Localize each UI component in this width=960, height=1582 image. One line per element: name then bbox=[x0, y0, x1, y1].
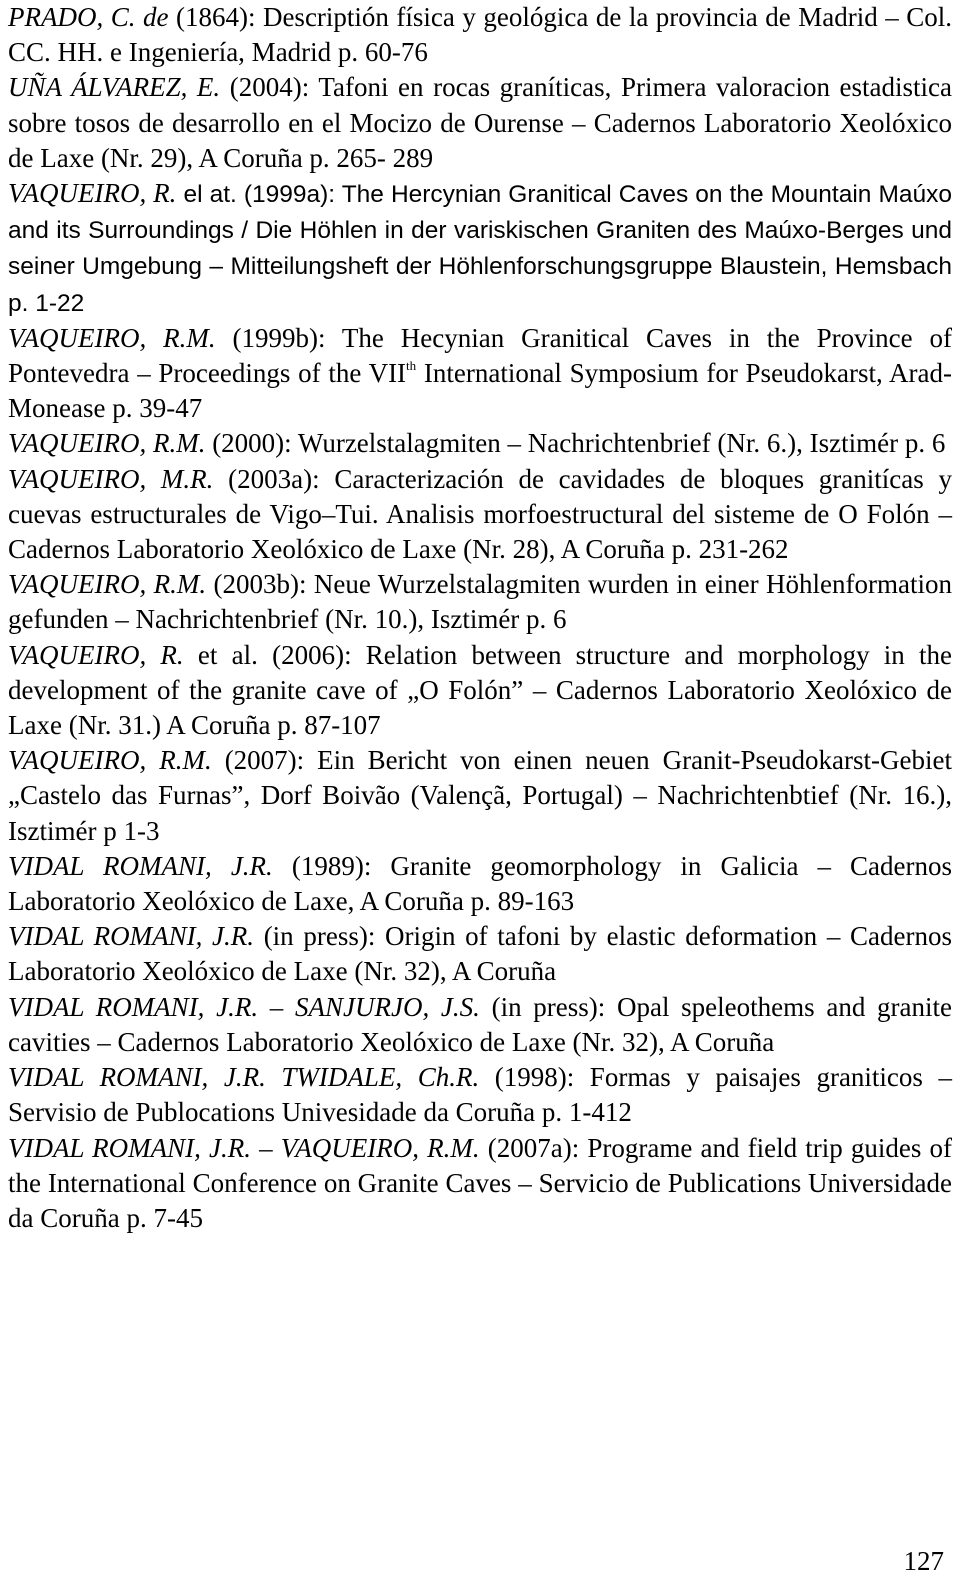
reference-entry bbox=[8, 176, 952, 321]
reference-entry bbox=[8, 919, 952, 989]
reference-author: VAQUEIRO, R.M. bbox=[8, 745, 212, 776]
reference-author: VIDAL ROMANI, J.R. – SANJURJO, J.S. bbox=[8, 991, 480, 1022]
reference-text: (2004): Tafoni en rocas graníticas, Primera valoracion estadistica sobre tosos de desarrollo en el Mocizo de Ourense – Cadernos Laboratorio Xeolóxico de Laxe (Nr. 29), A Coruña p. 265- 289 bbox=[8, 72, 953, 173]
reference-text: (1998): Formas y paisajes graniticos – Servisio de Publocations Univesidade da Coruña p. 1-412 bbox=[8, 1062, 952, 1128]
reference-author: VAQUEIRO, R.M. bbox=[8, 428, 206, 459]
reference-text: (1999b): The Hecynian Granitical Caves in the Province of Pontevedra – Proceedings of the VII bbox=[8, 322, 953, 389]
reference-list bbox=[8, 0, 952, 1236]
reference-author: VIDAL ROMANI, J.R. bbox=[8, 921, 255, 952]
reference-text: (in press): Origin of tafoni by elastic deformation – Cadernos Laboratorio Xeolóxico de Laxe (Nr. 32), A Coruña bbox=[8, 921, 952, 987]
ordinal-superscript: th bbox=[406, 358, 417, 374]
reference-author: VAQUEIRO, R. bbox=[8, 639, 184, 670]
reference-author: VAQUEIRO, R. bbox=[8, 178, 177, 209]
reference-text: (2007a): Programe and field trip guides of the International Conference on Granite Caves – Servicio de Publications Universidade da Coruña p. 7-45 bbox=[8, 1132, 952, 1233]
reference-author: PRADO, C. de bbox=[8, 2, 169, 32]
reference-text: et al. (2006): Relation between structure and morphology in the development of the granite cave of „O Folón” – Cadernos Laboratorio Xeolóxico de Laxe (Nr. 31.) A Coruña p. 87-107 bbox=[8, 639, 953, 741]
page-number: 127 bbox=[903, 1546, 944, 1576]
reference-entry bbox=[8, 849, 952, 919]
reference-entry bbox=[8, 990, 952, 1060]
reference-text-continued: International Symposium for Pseudokarst, Arad-Monease p. 39-47 bbox=[8, 358, 952, 424]
reference-author: UÑA ÁLVAREZ, E. bbox=[8, 72, 221, 103]
reference-author: VIDAL ROMANI, J.R. bbox=[8, 850, 273, 881]
reference-entry bbox=[8, 0, 952, 70]
reference-entry bbox=[8, 743, 952, 849]
reference-text: (2003a): Caracterización de cavidades de bloques granitícas y cuevas estructurales de Vigo–Tui. Analisis morfoestructural del sisteme de O Folón – Cadernos Laboratorio Xeolóxico de Laxe (Nr. 28), A Coruña p. 231-262 bbox=[8, 463, 952, 565]
reference-text: el at. (1999a): The Hercynian Granitical Caves on the Mountain Maúxo and its Surroundings / Die Höhlen in der variskischen Graniten des Maúxo-Berges und seiner Umgebung – Mitteilungsheft der Höhlenforschungsgruppe Blaustein, Hemsbach p. 1-22 bbox=[8, 181, 952, 317]
document-page bbox=[8, 0, 952, 1582]
reference-author: VIDAL ROMANI, J.R. TWIDALE, Ch.R. bbox=[8, 1062, 480, 1093]
reference-entry bbox=[8, 462, 952, 568]
reference-text: (in press): Opal speleothems and granite cavities – Cadernos Laboratorio Xeolóxico de Laxe (Nr. 32), A Coruña bbox=[8, 991, 952, 1057]
reference-text: (2007): Ein Bericht von einen neuen Granit-Pseudokarst-Gebiet „Castelo das Furnas”, Dorf Boivão (Valençã, Portugal) – Nachrichtenbtief (Nr. 16.), Isztimér p 1-3 bbox=[8, 745, 952, 846]
reference-entry bbox=[8, 1131, 952, 1237]
reference-entry bbox=[8, 1060, 952, 1130]
reference-entry bbox=[8, 638, 952, 744]
reference-entry bbox=[8, 321, 952, 427]
reference-text: (2000): Wurzelstalagmiten – Nachrichtenbrief (Nr. 6.), Isztimér p. 6 bbox=[205, 428, 946, 459]
reference-entry bbox=[8, 567, 952, 637]
reference-author: VAQUEIRO, R.M. bbox=[8, 322, 216, 353]
reference-entry bbox=[8, 426, 952, 461]
reference-entry bbox=[8, 70, 952, 176]
reference-author: VAQUEIRO, R.M. bbox=[8, 569, 207, 600]
reference-author: VAQUEIRO, M.R. bbox=[8, 463, 214, 494]
reference-text: (1864): Descriptión física y geológica de la provincia de Madrid – Col. CC. HH. e Ingeniería, Madrid p. 60-76 bbox=[8, 2, 952, 68]
reference-author: VIDAL ROMANI, J.R. – VAQUEIRO, R.M. bbox=[8, 1132, 480, 1163]
reference-text: (1989): Granite geomorphology in Galicia – Cadernos Laboratorio Xeolóxico de Laxe, A Coruña p. 89-163 bbox=[8, 850, 952, 917]
reference-text: (2003b): Neue Wurzelstalagmiten wurden in einer Höhlenformation gefunden – Nachrichtenbrief (Nr. 10.), Isztimér p. 6 bbox=[8, 569, 952, 635]
